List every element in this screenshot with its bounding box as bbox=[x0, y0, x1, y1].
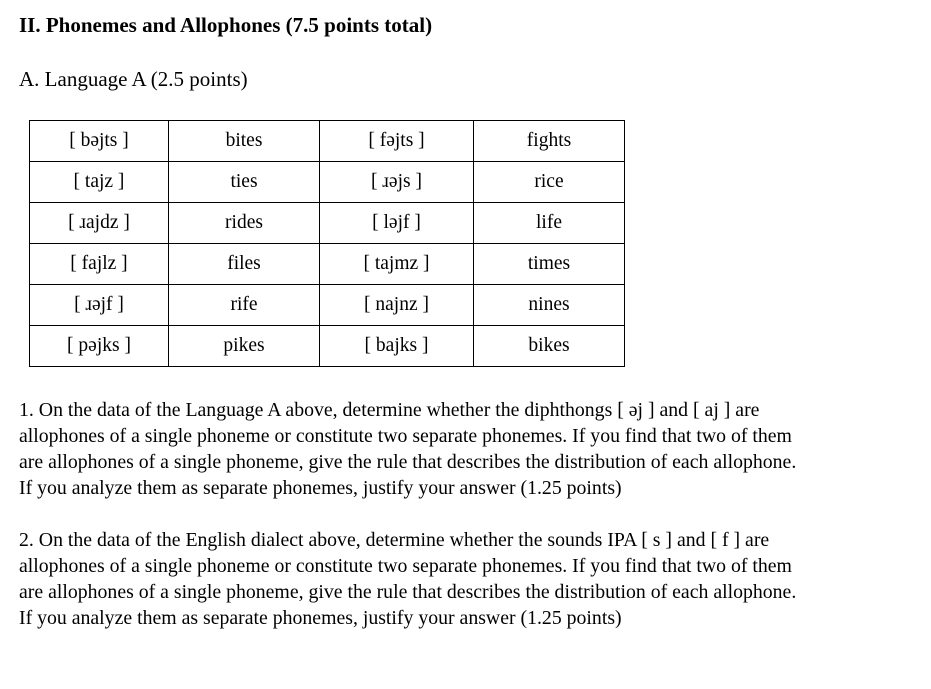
ipa-cell: [ pəjks ] bbox=[30, 326, 169, 367]
ipa-cell: [ ləjf ] bbox=[320, 203, 474, 244]
ipa-cell: [ ɹəjs ] bbox=[320, 162, 474, 203]
gloss-cell: nines bbox=[474, 285, 625, 326]
ipa-cell: [ ɹəjf ] bbox=[30, 285, 169, 326]
gloss-cell: bites bbox=[169, 121, 320, 162]
table-row bbox=[30, 285, 625, 326]
question-2 bbox=[19, 527, 919, 631]
ipa-cell: [ ɹajdz ] bbox=[30, 203, 169, 244]
gloss-cell: pikes bbox=[169, 326, 320, 367]
ipa-cell: [ bajks ] bbox=[320, 326, 474, 367]
question-line: are allophones of a single phoneme, give the rule that describes the distribution of each allophone. bbox=[19, 451, 797, 473]
table-row bbox=[30, 244, 625, 285]
ipa-cell: [ fəjts ] bbox=[320, 121, 474, 162]
question-line: allophones of a single phoneme or constitute two separate phonemes. If you find that two of them bbox=[19, 425, 792, 447]
gloss-cell: life bbox=[474, 203, 625, 244]
question-line: 1. On the data of the Language A above, determine whether the diphthongs [ əj ] and [ aj ] are bbox=[19, 399, 760, 421]
gloss-cell: files bbox=[169, 244, 320, 285]
ipa-cell: [ tajz ] bbox=[30, 162, 169, 203]
gloss-cell: ties bbox=[169, 162, 320, 203]
table-row bbox=[30, 121, 625, 162]
gloss-cell: rife bbox=[169, 285, 320, 326]
question-line: are allophones of a single phoneme, give the rule that describes the distribution of each allophone. bbox=[19, 581, 797, 603]
gloss-cell: times bbox=[474, 244, 625, 285]
data-table bbox=[29, 120, 625, 367]
table-row bbox=[30, 326, 625, 367]
question-line: allophones of a single phoneme or constitute two separate phonemes. If you find that two of them bbox=[19, 555, 792, 577]
question-1 bbox=[19, 397, 919, 501]
gloss-cell: fights bbox=[474, 121, 625, 162]
ipa-cell: [ najnz ] bbox=[320, 285, 474, 326]
gloss-cell: bikes bbox=[474, 326, 625, 367]
gloss-cell: rides bbox=[169, 203, 320, 244]
question-line: If you analyze them as separate phonemes, justify your answer (1.25 points) bbox=[19, 607, 622, 629]
ipa-cell: [ tajmz ] bbox=[320, 244, 474, 285]
question-line: If you analyze them as separate phonemes, justify your answer (1.25 points) bbox=[19, 477, 622, 499]
ipa-cell: [ fajlz ] bbox=[30, 244, 169, 285]
table-row bbox=[30, 203, 625, 244]
question-line: 2. On the data of the English dialect above, determine whether the sounds IPA [ s ] and [ f ] are bbox=[19, 529, 770, 551]
ipa-cell: [ bəjts ] bbox=[30, 121, 169, 162]
table-row bbox=[30, 162, 625, 203]
section-title: II. Phonemes and Allophones (7.5 points total) bbox=[19, 13, 433, 37]
subsection-title: A. Language A (2.5 points) bbox=[19, 67, 248, 91]
gloss-cell: rice bbox=[474, 162, 625, 203]
